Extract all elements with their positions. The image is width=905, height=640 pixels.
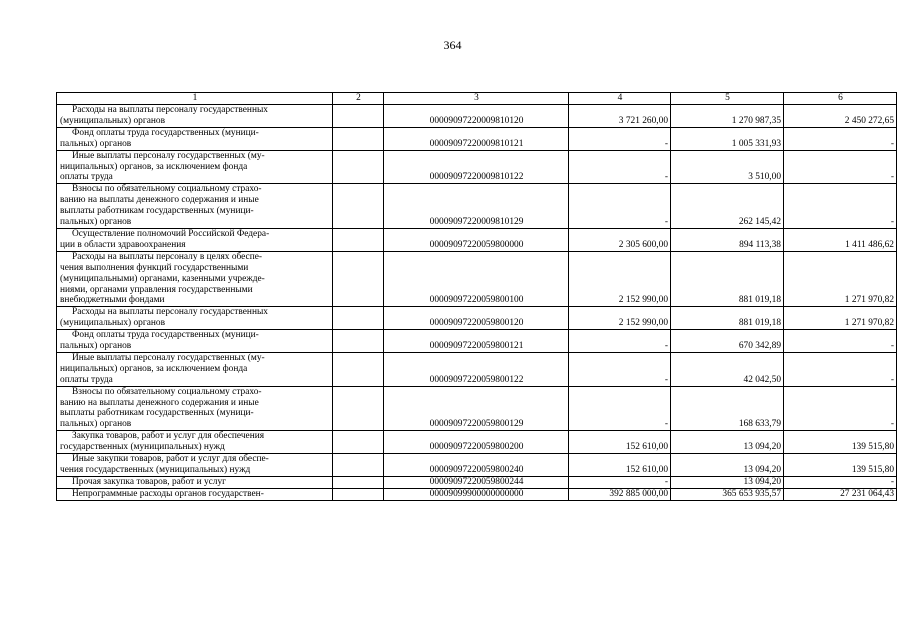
executed-amount-cell: 262 145,42 — [671, 184, 784, 229]
budget-code-cell: 00009097220059800122 — [384, 352, 569, 386]
description-line: оплаты труда — [60, 374, 113, 385]
column-2-cell — [333, 228, 384, 251]
approved-amount-cell: - — [569, 386, 671, 431]
budget-code-cell: 00009097220009810121 — [384, 127, 569, 150]
executed-amount-cell: 42 042,50 — [671, 352, 784, 386]
unexecuted-amount-cell: - — [784, 330, 897, 353]
table-row — [57, 454, 897, 477]
description-line: Осуществление полномочий Российской Федера- — [72, 228, 270, 239]
description-line: Фонд оплаты труда государственных (муници- — [72, 127, 259, 138]
table-row — [57, 352, 897, 386]
description-line: Непрограммные расходы органов государствен- — [72, 488, 264, 499]
column-2-cell — [333, 251, 384, 307]
approved-amount-cell: - — [569, 150, 671, 184]
budget-code-cell: 00009099900000000000 — [384, 488, 569, 500]
unexecuted-amount-cell: - — [784, 352, 897, 386]
description-line: Расходы на выплаты персоналу государственных — [72, 105, 268, 115]
table-row — [57, 431, 897, 454]
description-line: Прочая закупка товаров, работ и услуг — [72, 476, 226, 487]
description-line: ниципальных) органов, за исключением фонда — [60, 161, 248, 172]
executed-amount-cell: 13 094,20 — [671, 476, 784, 488]
description-line: (муниципальными) органами, казенными учрежде- — [60, 273, 265, 284]
budget-code-cell: 00009097220059800000 — [384, 228, 569, 251]
executed-amount-cell: 881 019,18 — [671, 251, 784, 307]
row-description — [57, 488, 333, 500]
row-description — [57, 184, 333, 229]
approved-amount-cell: 152 610,00 — [569, 431, 671, 454]
budget-code-cell: 00009097220009810120 — [384, 105, 569, 128]
description-line: пальных) органов — [60, 138, 132, 149]
row-description — [57, 386, 333, 431]
unexecuted-amount-cell: 1 271 970,82 — [784, 251, 897, 307]
row-description — [57, 150, 333, 184]
table-row — [57, 476, 897, 488]
approved-amount-cell: 152 610,00 — [569, 454, 671, 477]
description-line: (муниципальных) органов — [60, 115, 166, 126]
description-line: Иные закупки товаров, работ и услуг для обеспе- — [72, 454, 269, 465]
unexecuted-amount-cell: - — [784, 386, 897, 431]
table-row — [57, 330, 897, 353]
executed-amount-cell: 365 653 935,57 — [671, 488, 784, 500]
table-row — [57, 251, 897, 307]
unexecuted-amount-cell: 27 231 064,43 — [784, 488, 897, 500]
executed-amount-cell: 1 005 331,93 — [671, 127, 784, 150]
row-description — [57, 228, 333, 251]
unexecuted-amount-cell: 1 271 970,82 — [784, 307, 897, 330]
approved-amount-cell: 3 721 260,00 — [569, 105, 671, 128]
row-description — [57, 330, 333, 353]
table-row — [57, 488, 897, 500]
unexecuted-amount-cell: - — [784, 127, 897, 150]
column-header: 4 — [569, 93, 671, 105]
column-header: 3 — [384, 93, 569, 105]
approved-amount-cell: - — [569, 476, 671, 488]
row-description — [57, 105, 333, 128]
description-line: внебюджетными фондами — [60, 295, 165, 306]
column-2-cell — [333, 105, 384, 128]
row-description — [57, 431, 333, 454]
approved-amount-cell: 2 152 990,00 — [569, 307, 671, 330]
column-number-row — [57, 93, 897, 105]
description-line: ниями, органами управления государственными — [60, 284, 253, 295]
description-line: Взносы по обязательному социальному страхо- — [72, 386, 262, 397]
description-line: Иные выплаты персоналу государственных (му- — [72, 150, 265, 161]
executed-amount-cell: 670 342,89 — [671, 330, 784, 353]
budget-code-cell: 00009097220059800240 — [384, 454, 569, 477]
executed-amount-cell: 168 633,79 — [671, 386, 784, 431]
column-2-cell — [333, 386, 384, 431]
description-line: Иные выплаты персоналу государственных (му- — [72, 352, 265, 363]
executed-amount-cell: 894 113,38 — [671, 228, 784, 251]
budget-code-cell: 00009097220059800244 — [384, 476, 569, 488]
row-description — [57, 352, 333, 386]
budget-code-cell: 00009097220059800129 — [384, 386, 569, 431]
row-description — [57, 476, 333, 488]
row-description — [57, 251, 333, 307]
column-2-cell — [333, 330, 384, 353]
description-line: Закупка товаров, работ и услуг для обеспечения — [72, 431, 265, 442]
row-description — [57, 307, 333, 330]
description-line: государственных (муниципальных) нужд — [60, 442, 225, 453]
approved-amount-cell: 2 305 600,00 — [569, 228, 671, 251]
table-row — [57, 184, 897, 229]
column-2-cell — [333, 454, 384, 477]
description-line: пальных) органов — [60, 341, 132, 352]
column-header: 6 — [784, 93, 897, 105]
approved-amount-cell: - — [569, 127, 671, 150]
budget-code-cell: 00009097220059800200 — [384, 431, 569, 454]
approved-amount-cell: 392 885 000,00 — [569, 488, 671, 500]
unexecuted-amount-cell: - — [784, 184, 897, 229]
description-line: чения государственных (муниципальных) нужд — [60, 465, 251, 475]
approved-amount-cell: - — [569, 352, 671, 386]
budget-code-cell: 00009097220009810129 — [384, 184, 569, 229]
table-row — [57, 228, 897, 251]
column-2-cell — [333, 150, 384, 184]
unexecuted-amount-cell: 2 450 272,65 — [784, 105, 897, 128]
budget-code-cell: 00009097220059800120 — [384, 307, 569, 330]
description-line: Взносы по обязательному социальному страхо- — [72, 184, 262, 195]
budget-code-cell: 00009097220009810122 — [384, 150, 569, 184]
table-row — [57, 386, 897, 431]
description-line: Расходы на выплаты персоналу в целях обеспе- — [72, 251, 263, 262]
description-line: пальных) органов — [60, 419, 132, 430]
approved-amount-cell: - — [569, 330, 671, 353]
unexecuted-amount-cell: 139 515,80 — [784, 454, 897, 477]
description-line: выплаты работникам государственных (муници- — [60, 206, 254, 217]
table-row — [57, 307, 897, 330]
description-line: ванию на выплаты денежного содержания и иные — [60, 397, 259, 408]
description-line: Расходы на выплаты персоналу государственных — [72, 307, 268, 318]
column-header: 2 — [333, 93, 384, 105]
column-header: 1 — [57, 93, 333, 105]
executed-amount-cell: 3 510,00 — [671, 150, 784, 184]
row-description — [57, 127, 333, 150]
column-2-cell — [333, 184, 384, 229]
table-row — [57, 105, 897, 128]
column-2-cell — [333, 127, 384, 150]
executed-amount-cell: 13 094,20 — [671, 454, 784, 477]
description-line: ниципальных) органов, за исключением фонда — [60, 363, 248, 374]
description-line: выплаты работникам государственных (муници- — [60, 408, 254, 419]
table-row — [57, 150, 897, 184]
row-description — [57, 454, 333, 477]
column-2-cell — [333, 352, 384, 386]
description-line: пальных) органов — [60, 217, 132, 228]
column-2-cell — [333, 307, 384, 330]
description-line: Фонд оплаты труда государственных (муници- — [72, 330, 259, 341]
page-number: 364 — [443, 38, 462, 52]
description-line: чения выполнения функций государственными — [60, 262, 249, 273]
description-line: ции в области здравоохранения — [60, 239, 186, 250]
unexecuted-amount-cell: - — [784, 476, 897, 488]
approved-amount-cell: 2 152 990,00 — [569, 251, 671, 307]
unexecuted-amount-cell: 1 411 486,62 — [784, 228, 897, 251]
budget-code-cell: 00009097220059800100 — [384, 251, 569, 307]
executed-amount-cell: 881 019,18 — [671, 307, 784, 330]
unexecuted-amount-cell: 139 515,80 — [784, 431, 897, 454]
description-line: (муниципальных) органов — [60, 318, 166, 329]
table-row — [57, 127, 897, 150]
column-2-cell — [333, 488, 384, 500]
executed-amount-cell: 1 270 987,35 — [671, 105, 784, 128]
unexecuted-amount-cell: - — [784, 150, 897, 184]
budget-code-cell: 00009097220059800121 — [384, 330, 569, 353]
executed-amount-cell: 13 094,20 — [671, 431, 784, 454]
column-2-cell — [333, 431, 384, 454]
description-line: ванию на выплаты денежного содержания и иные — [60, 195, 259, 206]
column-2-cell — [333, 476, 384, 488]
column-header: 5 — [671, 93, 784, 105]
budget-execution-table — [56, 92, 897, 501]
description-line: оплаты труда — [60, 172, 113, 183]
approved-amount-cell: - — [569, 184, 671, 229]
